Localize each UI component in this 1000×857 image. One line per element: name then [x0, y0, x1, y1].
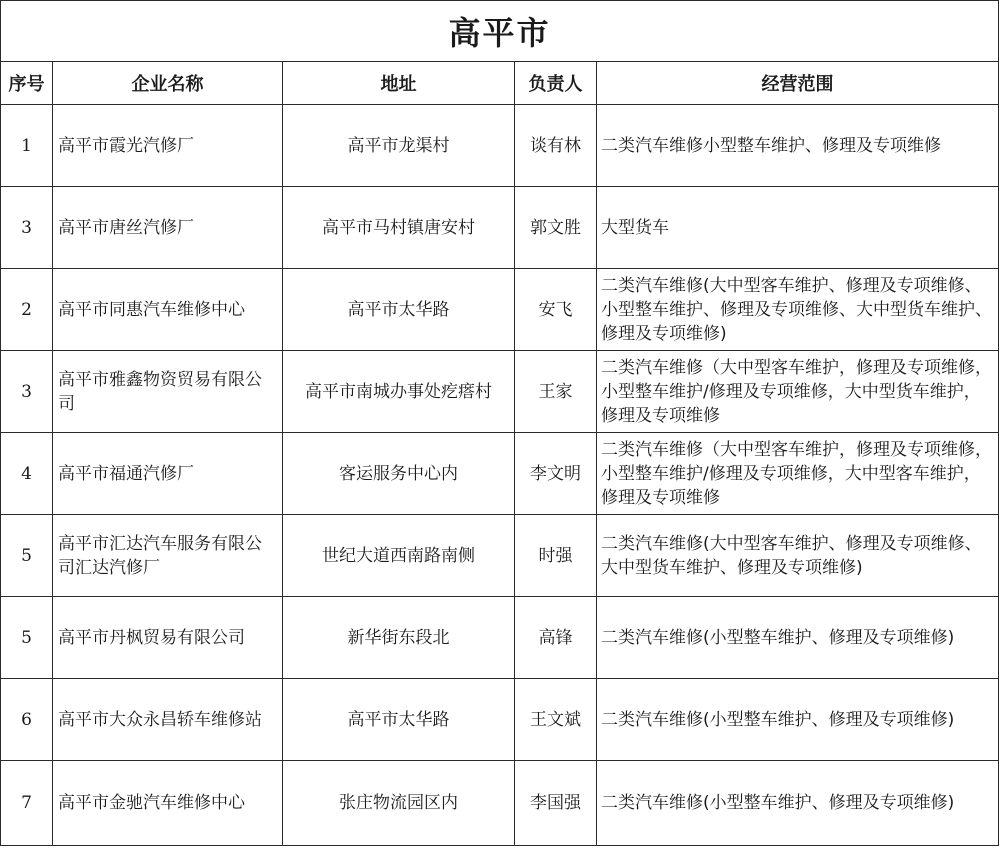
cell-person[interactable]: 时强 — [515, 515, 597, 597]
cell-company[interactable]: 高平市金驰汽车维修中心 — [53, 761, 283, 846]
header-person[interactable]: 负责人 — [515, 62, 597, 105]
cell-person[interactable]: 李文明 — [515, 433, 597, 515]
cell-address[interactable]: 张庄物流园区内 — [283, 761, 515, 846]
cell-scope[interactable]: 二类汽车维修(小型整车维护、修理及专项维修) — [597, 679, 999, 761]
header-index[interactable]: 序号 — [1, 62, 53, 105]
table-row — [1, 597, 999, 679]
cell-index[interactable]: 3 — [1, 351, 53, 433]
cell-index[interactable]: 5 — [1, 597, 53, 679]
cell-address[interactable]: 高平市太华路 — [283, 269, 515, 351]
table-row — [1, 351, 999, 433]
cell-scope[interactable]: 大型货车 — [597, 187, 999, 269]
title-row — [1, 1, 999, 62]
cell-address[interactable]: 新华街东段北 — [283, 597, 515, 679]
cell-scope[interactable]: 二类汽车维修(小型整车维护、修理及专项维修) — [597, 597, 999, 679]
header-company[interactable]: 企业名称 — [53, 62, 283, 105]
cell-scope[interactable]: 二类汽车维修小型整车维护、修理及专项维修 — [597, 105, 999, 187]
table-row — [1, 433, 999, 515]
table-title[interactable]: 高平市 — [1, 1, 999, 62]
cell-address[interactable]: 高平市马村镇唐安村 — [283, 187, 515, 269]
cell-scope[interactable]: 二类汽车维修(小型整车维护、修理及专项维修) — [597, 761, 999, 846]
cell-company[interactable]: 高平市同惠汽车维修中心 — [53, 269, 283, 351]
cell-address[interactable]: 高平市龙渠村 — [283, 105, 515, 187]
table-row — [1, 761, 999, 846]
table-row — [1, 269, 999, 351]
cell-scope[interactable]: 二类汽车维修（大中型客车维护，修理及专项维修，小型整车维护/修理及专项维修，大中型货车维护，修理及专项维修 — [597, 351, 999, 433]
header-row — [1, 62, 999, 105]
cell-index[interactable]: 6 — [1, 679, 53, 761]
cell-company[interactable]: 高平市汇达汽车服务有限公司汇达汽修厂 — [53, 515, 283, 597]
cell-person[interactable]: 郭文胜 — [515, 187, 597, 269]
cell-scope[interactable]: 二类汽车维修(大中型客车维护、修理及专项维修、小型整车维护、修理及专项维修、大中型货车维护、修理及专项维修) — [597, 269, 999, 351]
cell-index[interactable]: 2 — [1, 269, 53, 351]
cell-company[interactable]: 高平市霞光汽修厂 — [53, 105, 283, 187]
cell-company[interactable]: 高平市雅鑫物资贸易有限公司 — [53, 351, 283, 433]
cell-index[interactable]: 7 — [1, 761, 53, 846]
cell-index[interactable]: 1 — [1, 105, 53, 187]
table-row — [1, 105, 999, 187]
cell-address[interactable]: 客运服务中心内 — [283, 433, 515, 515]
cell-index[interactable]: 3 — [1, 187, 53, 269]
cell-address[interactable]: 高平市太华路 — [283, 679, 515, 761]
cell-person[interactable]: 李国强 — [515, 761, 597, 846]
cell-person[interactable]: 谈有林 — [515, 105, 597, 187]
header-scope[interactable]: 经营范围 — [597, 62, 999, 105]
cell-person[interactable]: 安飞 — [515, 269, 597, 351]
cell-person[interactable]: 高锋 — [515, 597, 597, 679]
cell-company[interactable]: 高平市唐丝汽修厂 — [53, 187, 283, 269]
cell-person[interactable]: 王文斌 — [515, 679, 597, 761]
table-row — [1, 679, 999, 761]
cell-scope[interactable]: 二类汽车维修（大中型客车维护，修理及专项维修，小型整车维护/修理及专项维修，大中型客车维护，修理及专项维修 — [597, 433, 999, 515]
cell-person[interactable]: 王家 — [515, 351, 597, 433]
cell-company[interactable]: 高平市福通汽修厂 — [53, 433, 283, 515]
cell-address[interactable]: 世纪大道西南路南侧 — [283, 515, 515, 597]
header-address[interactable]: 地址 — [283, 62, 515, 105]
cell-company[interactable]: 高平市丹枫贸易有限公司 — [53, 597, 283, 679]
cell-index[interactable]: 5 — [1, 515, 53, 597]
table-row — [1, 515, 999, 597]
cell-company[interactable]: 高平市大众永昌轿车维修站 — [53, 679, 283, 761]
cell-address[interactable]: 高平市南城办事处疙瘩村 — [283, 351, 515, 433]
table-row — [1, 187, 999, 269]
cell-scope[interactable]: 二类汽车维修(大中型客车维护、修理及专项维修、大中型货车维护、修理及专项维修) — [597, 515, 999, 597]
cell-index[interactable]: 4 — [1, 433, 53, 515]
